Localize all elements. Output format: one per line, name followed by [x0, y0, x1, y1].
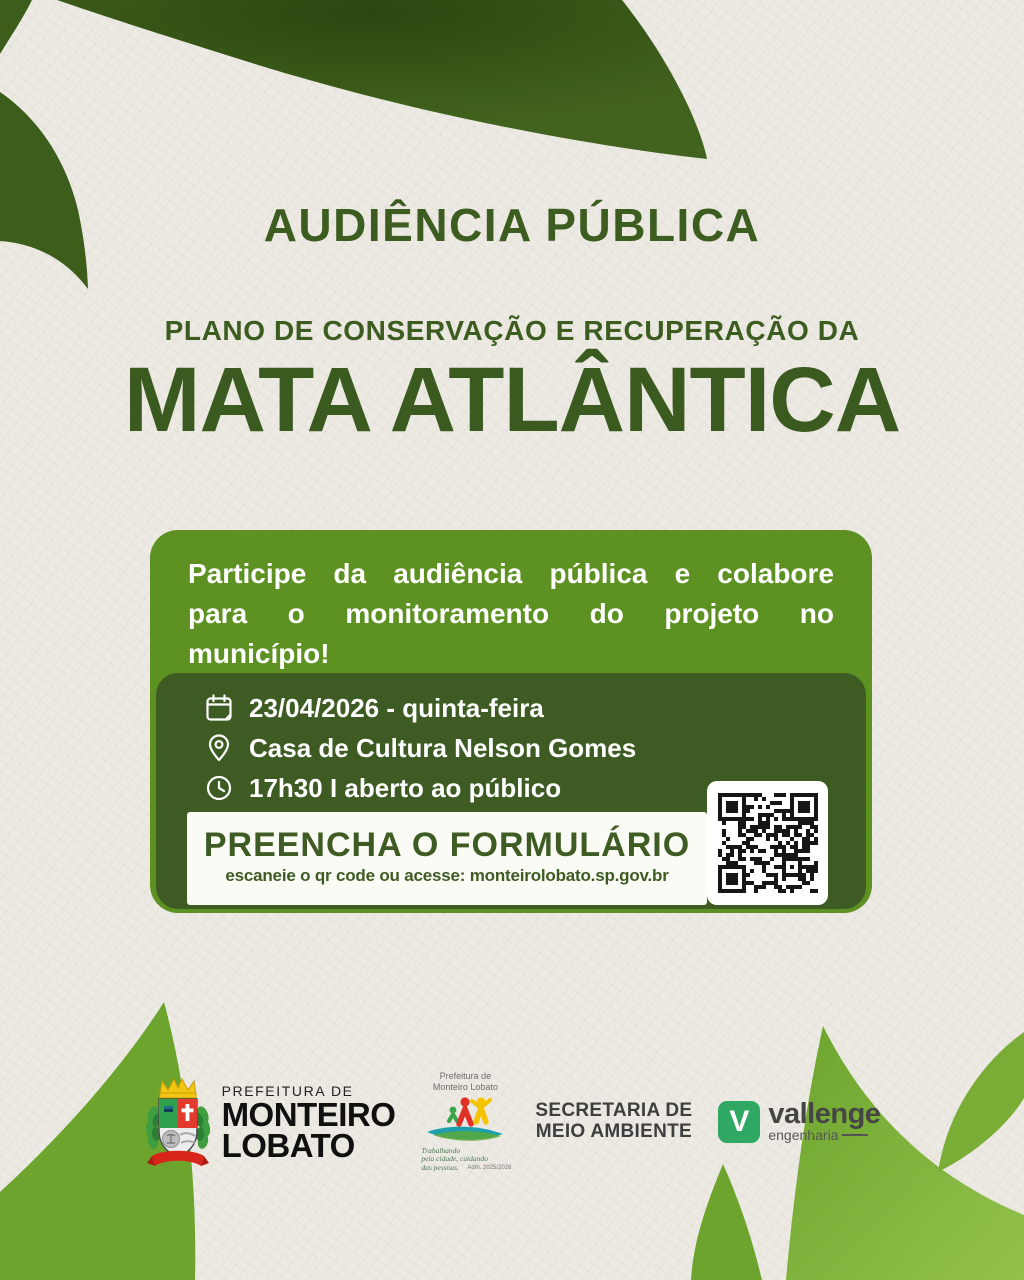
clock-icon	[204, 773, 234, 803]
form-callout	[187, 812, 707, 905]
city-brand-logo	[421, 1071, 512, 1173]
vallenge-rule	[842, 1134, 868, 1136]
location-pin-icon	[204, 733, 234, 763]
event-location-row	[204, 728, 846, 768]
event-date-row	[204, 688, 846, 728]
secretariat-line2: MEIO AMBIENTE	[535, 1121, 692, 1142]
city-brand-tagline-line1: Trabalhando	[421, 1145, 461, 1155]
page-title: AUDIÊNCIA PÚBLICA	[263, 199, 761, 251]
event-date-text: 23/04/2026 - quinta-feira	[249, 692, 544, 723]
coat-of-arms-icon	[144, 1073, 212, 1171]
event-details-panel	[156, 673, 866, 909]
vallenge-name: vallenge	[768, 1097, 881, 1130]
city-brand-top-line2: Monteiro Lobato	[432, 1082, 498, 1093]
city-brand-tagline-line2: pela cidade, cuidando	[421, 1154, 488, 1164]
secretariat-label	[535, 1101, 692, 1142]
event-location-text: Casa de Cultura Nelson Gomes	[249, 732, 637, 763]
city-brand-top-line1: Prefeitura de	[439, 1071, 492, 1082]
vallenge-logo	[718, 1097, 881, 1144]
form-title: PREENCHA O FORMULÁRIO	[203, 826, 691, 864]
calendar-icon	[204, 693, 234, 723]
qr-code[interactable]	[707, 781, 828, 905]
intro-line: Participe da audiência pública e colabore	[188, 558, 834, 589]
vallenge-subtitle: engenharia	[768, 1127, 839, 1144]
intro-line: município!	[188, 637, 330, 669]
intro-line: para o monitoramento do projeto no	[188, 597, 834, 629]
event-time-text: 17h30 I aberto ao público	[249, 772, 562, 803]
people-wave-icon	[423, 1094, 507, 1146]
city-hall-name-line1: MONTEIRO	[221, 1095, 396, 1133]
corner-leaf-wedge	[0, 0, 32, 54]
form-instruction: escaneie o qr code ou acesse: monteirolobato.sp.gov.br	[225, 866, 669, 885]
footer-logos	[0, 1062, 1024, 1182]
main-title: MATA ATLÂNTICA	[123, 349, 901, 451]
intro-paragraph	[188, 554, 834, 673]
city-brand-tagline-line3: das pessoas.	[421, 1163, 459, 1173]
city-hall-eyebrow: PREFEITURA DE	[221, 1082, 354, 1099]
info-card	[150, 530, 872, 913]
top-leaves-decoration	[0, 0, 1024, 320]
city-brand-admin-label: Adm. 2025/2028	[467, 1164, 512, 1171]
city-hall-logo	[144, 1073, 396, 1171]
small-left-leaf	[0, 92, 88, 289]
page-subtitle: PLANO DE CONSERVAÇÃO E RECUPERAÇÃO DA	[164, 315, 860, 346]
city-hall-name	[222, 1083, 396, 1162]
secretariat-line1: SECRETARIA DE	[535, 1100, 693, 1122]
big-top-leaf	[57, 0, 707, 159]
vallenge-v-icon: V	[718, 1101, 760, 1143]
city-hall-name-line2: LOBATO	[221, 1127, 355, 1164]
qr-code-image	[718, 793, 818, 893]
